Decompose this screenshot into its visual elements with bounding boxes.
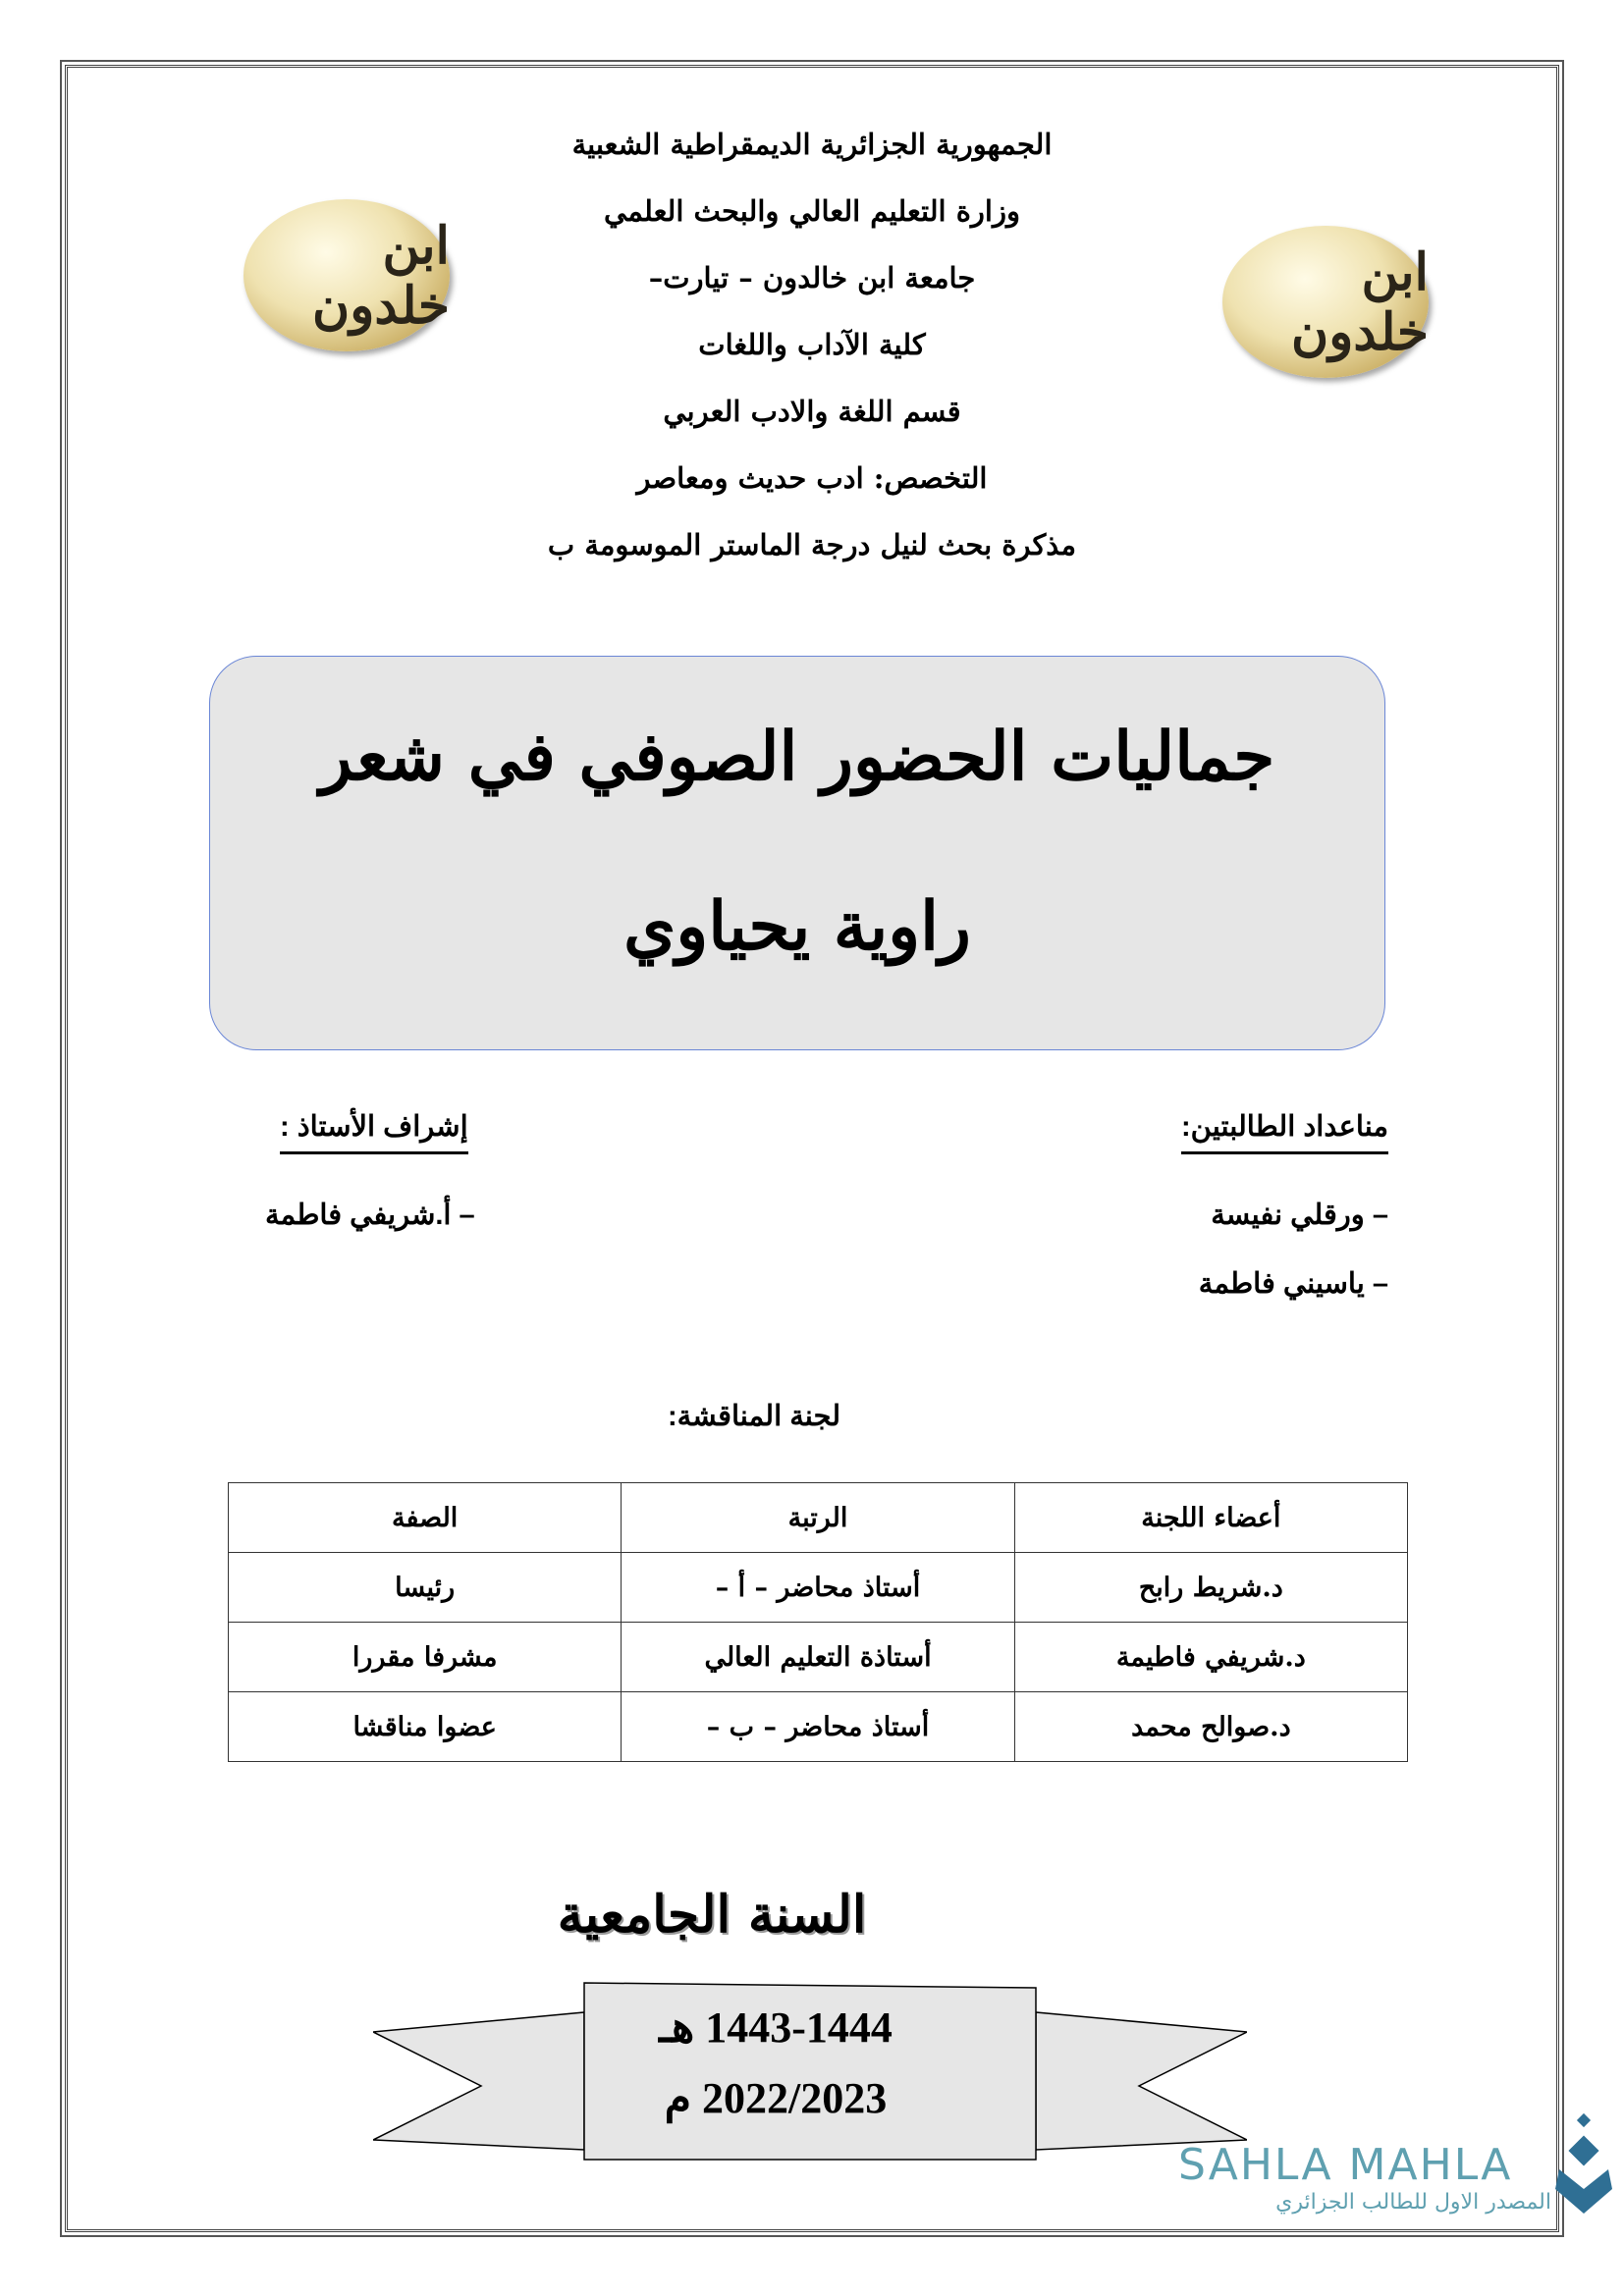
table-row: [229, 1623, 1408, 1692]
student-name: – ياسيني فاطمة: [1198, 1268, 1388, 1300]
committee-table: [228, 1482, 1408, 1762]
member-role: مشرفا مقررا: [229, 1623, 622, 1692]
header-line: مذكرة بحث لنيل درجة الماستر الموسومة ب: [547, 528, 1077, 561]
supervisor-name: – أ.شريفي فاطمة: [265, 1200, 475, 1231]
header-cell: الصفة: [229, 1483, 622, 1553]
header-cell: الرتبة: [622, 1483, 1014, 1553]
sahla-mahla-logo-icon: [1551, 2110, 1620, 2218]
member-rank: أستاذة التعليم العالي: [622, 1623, 1014, 1692]
academic-year-label: السنة الجامعية: [557, 1885, 867, 1945]
member-role: رئيسا: [229, 1553, 622, 1623]
header-line: وزارة التعليم العالي والبحث العلمي: [604, 194, 1020, 228]
university-logo-left: [244, 199, 450, 351]
gregorian-year: 2022/2023 م: [664, 2074, 888, 2122]
title-box: [209, 656, 1385, 1050]
watermark-brand: SAHLA MAHLA: [1178, 2140, 1513, 2190]
header-cell: أعضاء اللجنة: [1014, 1483, 1407, 1553]
logo-text: ابن خلدون: [312, 215, 450, 336]
member-rank: أستاذ محاضر – ب –: [622, 1692, 1014, 1762]
hijri-year: 1443-1444 هـ: [659, 2003, 893, 2052]
header-line: كلية الآداب واللغات: [698, 328, 926, 361]
watermark: [1178, 2140, 1551, 2215]
table-row: [229, 1692, 1408, 1762]
member-name: د.صوالح محمد: [1014, 1692, 1407, 1762]
student-name: – ورقلي نفيسة: [1211, 1200, 1388, 1231]
member-rank: أستاذ محاضر – أ –: [622, 1553, 1014, 1623]
table-header-row: [229, 1483, 1408, 1553]
thesis-title-line1: جماليات الحضور الصوفي في شعر: [319, 718, 1275, 796]
header-line: الجمهورية الجزائرية الديمقراطية الشعبية: [571, 128, 1053, 161]
member-name: د.شريط رابح: [1014, 1553, 1407, 1623]
header-line: التخصص: ادب حديث ومعاصر: [636, 461, 988, 495]
header-line: قسم اللغة والادب العربي: [663, 395, 961, 428]
member-name: د.شريفي فاطيمة: [1014, 1623, 1407, 1692]
table-row: [229, 1553, 1408, 1623]
thesis-title-line2: راوية يحياوي: [623, 887, 971, 966]
supervisor-label: إشراف الأستاذ :: [280, 1109, 468, 1154]
member-role: عضوا مناقشا: [229, 1692, 622, 1762]
university-logo-right: [1222, 226, 1429, 378]
committee-label: لجنة المناقشة:: [668, 1401, 841, 1432]
logo-text: ابن خلدون: [1291, 241, 1429, 362]
students-label: مناعداد الطالبتين:: [1181, 1109, 1388, 1154]
header-line: جامعة ابن خالدون – تيارت–: [648, 261, 976, 294]
watermark-tagline: المصدر الاول للطالب الجزائري: [1275, 2190, 1551, 2215]
